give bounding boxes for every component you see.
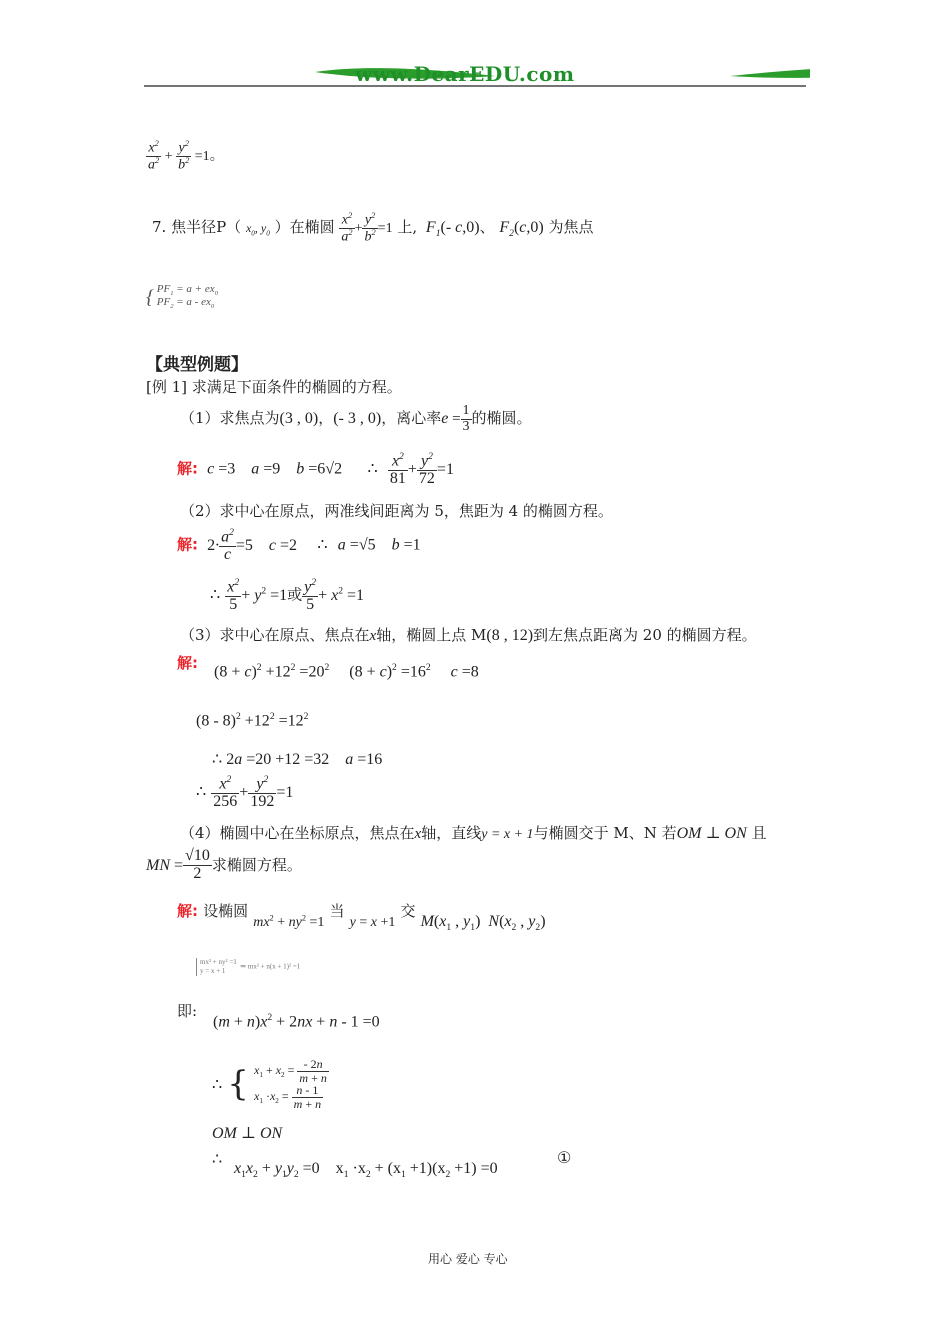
system-small: mx² + ny² =1 y = x + 1 ⇒ mx² + n(x + 1)² =1 (196, 958, 300, 976)
footer-text: 用心 爱心 专心 (428, 1252, 508, 1266)
solution-3-line2: $(8 - 8)^2 +12^2 =12^2$ (196, 711, 309, 730)
ji-label: 即: (177, 1002, 198, 1020)
question-1: （1）求焦点为(3 , 0)，(- 3 , 0)，离心率e = $\frac{1}{3}$ 的椭圆。 (180, 403, 532, 434)
dot-product-equation: $x_1x_2 + y_1y_2 =0$ $x_1 \cdot x_2 + (x_1 +1)(x_2 +1) =0$ (234, 1160, 498, 1181)
question-3: （3）求中心在原点、焦点在x轴，椭圆上点 M(8 , 12)到左焦点距离为 20 的椭圆方程。 (180, 626, 757, 644)
section-heading: 【典型例题】 (146, 355, 248, 375)
vieta-system: ∴ { $x_1 + x_2$ = $\frac{- 2n}{m + n}$ $x_1 \cdot x_2$ = $\frac{n - 1}{m + n}$ (212, 1057, 327, 1111)
solution-3-line1: $(8 + c)^2 +12^2 =20^2$ $(8 + c)^2 =16^2$ c =8 (214, 662, 479, 681)
solution-4-setup: 解: 设椭圆 $mx^2 + ny^2 =1$ 当 y = x +1 交 $M(x_1$ , $y_1$) $N(x_2$ , $y_2$) (177, 902, 546, 934)
therefore-final: ∴ (212, 1149, 223, 1168)
solution-1: 解: c =3 a =9 b =6√2 ∴ $\frac{x^2}{81}$ + $\frac{y^2}{72}$ =1 (177, 451, 454, 488)
solution-3-result: ∴ $\frac{x^2}{256}$ + $\frac{y^2}{192}$ =1 (196, 774, 294, 811)
focal-radius-system: { $PF_1 = a + ex_0$ $PF_2 = a - ex_0$ (146, 283, 218, 311)
site-logo: www.DearEDU.com (355, 62, 575, 86)
question-4-cont: MN = $\frac{√10}{2}$ 求椭圆方程。 (146, 847, 302, 882)
perpendicular-condition: OM ⊥ ON (212, 1125, 283, 1142)
item-7: 7. 焦半径P（ $x_0$, $y_0$ ）在椭圆 $\frac{x^2}{a^2}$ + $\frac{y^2}{b^2}$ =1 上, $F_1(-$ c,0)、 $F_2(c,0)$ 为焦点 (152, 211, 594, 245)
ellipse-equation: $\frac{x^2}{a^2}$ + $\frac{y^2}{b^2}$ =1。 (148, 139, 224, 173)
solution-3-line3: ∴ 2a =20 +12 =32 a =16 (212, 751, 383, 768)
question-2: （2）求中心在原点，两准线间距离为 5，焦距为 4 的椭圆方程。 (180, 502, 613, 520)
quadratic-equation: $(m + n)x^2 + 2nx + n - 1 =0$ (213, 1012, 380, 1031)
solution-2: 解: 2· $\frac{a^2}{c}$ =5 c =2 ∴ a =√5 b =1 (177, 527, 421, 564)
example-1-intro: [例 1] 求满足下面条件的椭圆的方程。 (146, 378, 402, 396)
circled-number-1: ① (557, 1148, 572, 1167)
question-4: （4）椭圆中心在坐标原点，焦点在x轴，直线y = x + 1与椭圆交于 M、N 若OM ⊥ ON 且 (180, 824, 767, 842)
solution-3-label: 解: (177, 654, 198, 672)
solution-2-result: ∴ $\frac{x^2}{5}$ + $y^2 =1$或 $\frac{y^2}{5}$ + $x^2 =1$ (210, 577, 365, 614)
